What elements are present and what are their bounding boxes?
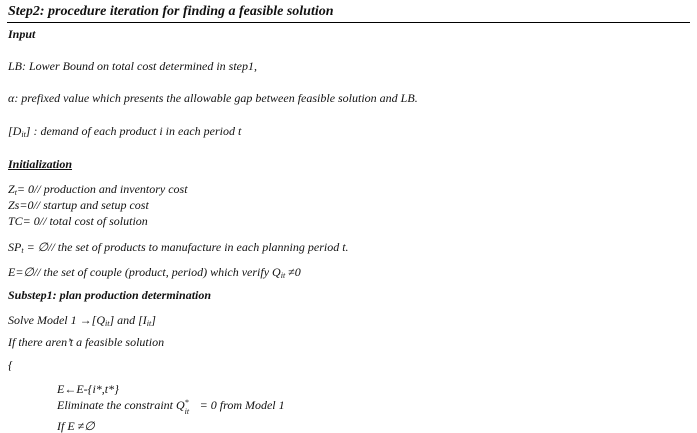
- alpha-symbol: α: [8, 91, 15, 105]
- solve-sub2: it: [146, 319, 152, 328]
- substep1-heading: Substep1: plan production determination: [8, 288, 212, 302]
- if-feasible-line: If there aren’t a feasible solution: [8, 335, 165, 349]
- zs-line: Zs=0// startup and setup cost: [8, 198, 149, 212]
- step-title: Step2: procedure iteration for finding a feasible solution: [8, 4, 334, 19]
- demand-pre: [D: [8, 124, 22, 138]
- if-e-line: If E ≠∅: [57, 419, 95, 433]
- solve-sub1: it: [104, 319, 110, 328]
- demand-sub: it: [21, 130, 26, 139]
- eliminate-post: = 0 from Model 1: [196, 398, 285, 412]
- solve-post: ]: [151, 313, 156, 327]
- e-sub: it: [280, 271, 286, 280]
- zt-line: [8, 182, 188, 196]
- demand-post: ] : demand of each product i in each period t: [25, 124, 242, 138]
- solve-line: [8, 313, 156, 327]
- q-sup: *: [184, 398, 189, 408]
- zt-sub: t: [14, 188, 17, 197]
- initialization-heading: Initialization: [8, 157, 73, 171]
- demand-line: [8, 124, 241, 138]
- q-sub: [185, 405, 189, 419]
- solve-pre: Solve Model 1 →[Q: [8, 313, 105, 327]
- sp-main: SP: [8, 240, 22, 254]
- q-index-stack: [184, 398, 197, 417]
- title-rule: [7, 22, 690, 23]
- e-set-line: [8, 265, 301, 279]
- sp-line: [8, 240, 349, 254]
- q-sub-i: i: [184, 407, 187, 417]
- e-post: ≠0: [285, 265, 301, 279]
- alpha-line: [8, 91, 418, 105]
- open-brace: {: [8, 358, 13, 372]
- eliminate-pre: Eliminate the constraint Q: [57, 398, 185, 412]
- sp-rest: = ∅// the set of products to manufacture in each planning period t.: [23, 240, 349, 254]
- q-sub-t: t: [186, 407, 190, 417]
- zt-main: Z: [8, 182, 15, 196]
- e-update-line: E←E-{i*,t*}: [57, 382, 119, 396]
- solve-mid: ] and [I: [109, 313, 147, 327]
- lb-line: LB: Lower Bound on total cost determined in step1,: [8, 59, 257, 73]
- tc-line: TC= 0// total cost of solution: [8, 214, 148, 228]
- e-pre: E=∅// the set of couple (product, period) which verify Q: [8, 265, 281, 279]
- alpha-text: : prefixed value which presents the allowable gap between feasible solution and LB.: [14, 91, 418, 105]
- sp-sub: t: [21, 246, 24, 255]
- input-heading: Input: [8, 27, 36, 41]
- eliminate-line: [57, 398, 285, 417]
- zt-rest: = 0// production and inventory cost: [16, 182, 188, 196]
